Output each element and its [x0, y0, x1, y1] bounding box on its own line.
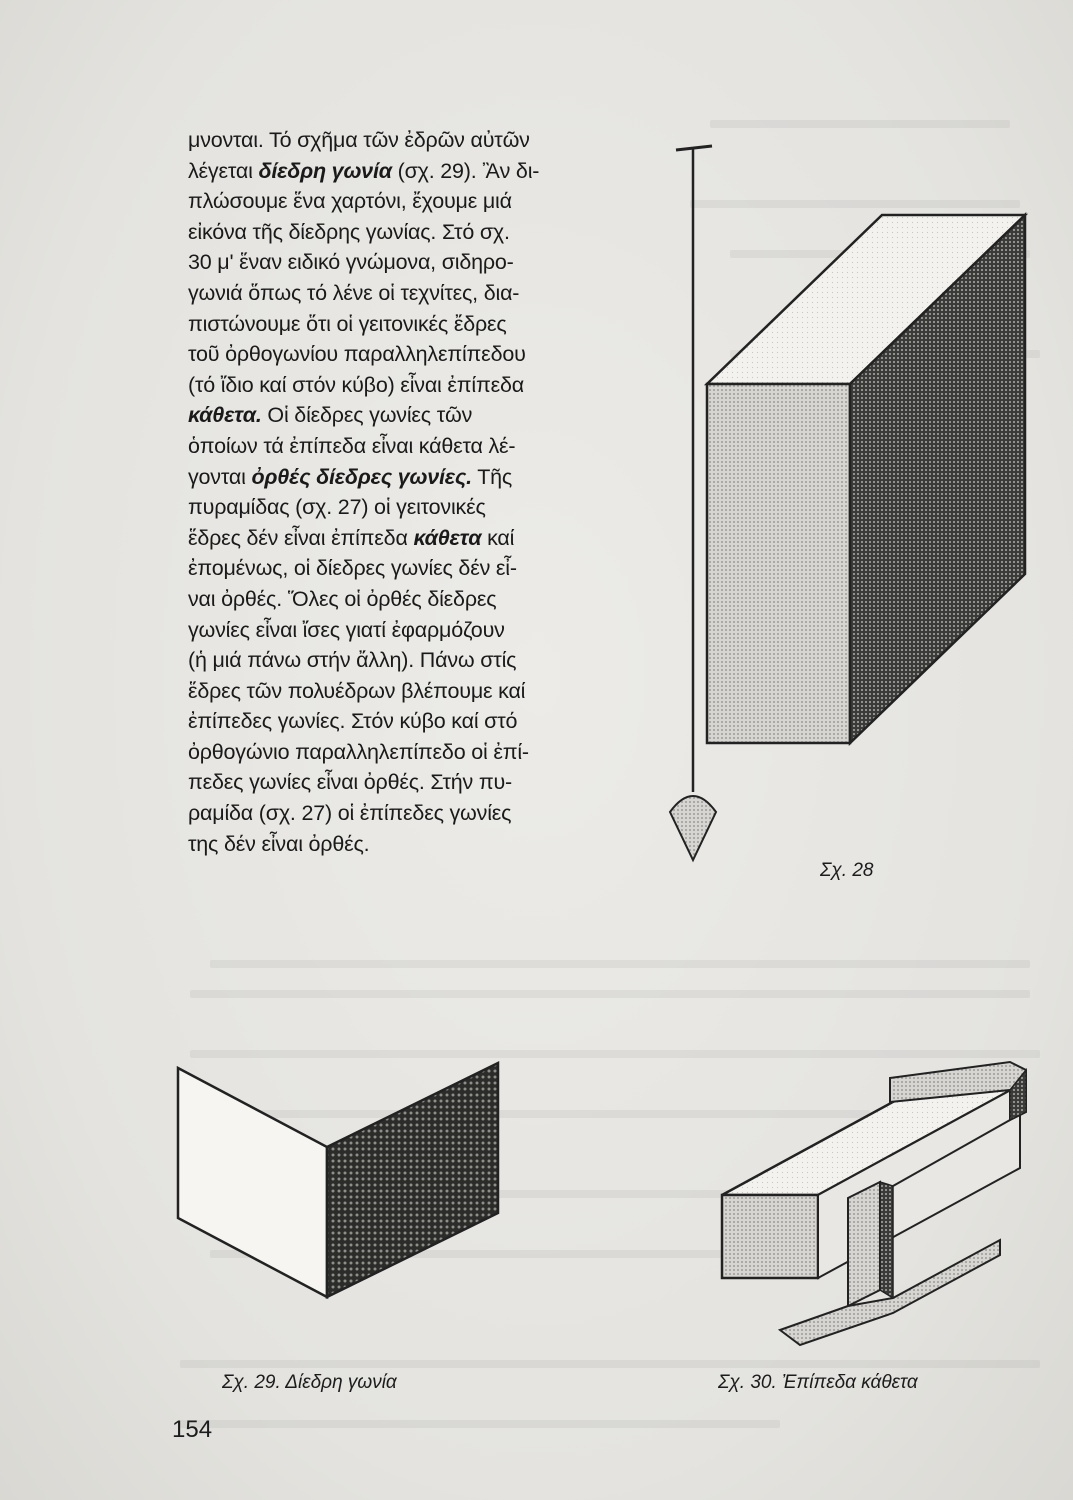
text-line: (ἡ μιά πάνω στήν ἄλλη). Πάνω στίς — [188, 648, 517, 673]
text-line: γωνίες εἶναι ἴσες γιατί ἐφαρμόζουν — [188, 617, 505, 642]
text-line: πεδες γωνίες εἶναι ὀρθές. Στήν πυ- — [188, 770, 513, 795]
text-line: πλώσουμε ἕνα χαρτόνι, ἔχουμε μιά — [188, 189, 512, 214]
text-line: εἰκόνα τῆς δίεδρης γωνίας. Στό σχ. — [188, 219, 510, 244]
text-line: πυραμίδας (σχ. 27) οἱ γειτονικές — [188, 495, 486, 520]
text-line: ὁποίων τά ἐπίπεδα εἶναι κάθετα λέ- — [188, 433, 516, 458]
text-line: κάθετα. Οἱ δίεδρες γωνίες τῶν — [188, 403, 473, 428]
text-line: ραμίδα (σχ. 27) οἱ ἐπίπεδες γωνίες — [188, 801, 512, 826]
fig30-square-vertical-arm — [848, 1182, 880, 1306]
text-line: της δέν εἶναι ὀρθές. — [188, 831, 370, 856]
page-number: 154 — [172, 1416, 213, 1443]
fig30-box-front — [722, 1195, 818, 1278]
text-line: 30 μ' ἕναν ειδικό γνώμονα, σιδηρο- — [188, 250, 514, 275]
figure-28-caption: Σχ. 28 — [820, 860, 874, 881]
term-dihedral-angle: δίεδρη γωνία — [258, 158, 392, 183]
text-line: ὀρθογώνιο παραλληλεπίπεδο οἱ ἐπί- — [188, 739, 529, 764]
text-line: γονται ὀρθές δίεδρες γωνίες. Τῆς — [188, 464, 513, 489]
term-perpendicular: κάθετα — [413, 525, 482, 550]
text-line: ἐπομένως, οἱ δίεδρες γωνίες δέν εἶ- — [188, 556, 517, 581]
text-line: λέγεται δίεδρη γωνία (σχ. 29). Ἂν δι- — [188, 158, 540, 183]
text-line: τοῦ ὀρθογωνίου παραλληλεπίπεδου — [188, 342, 526, 367]
term-perpendicular: κάθετα. — [188, 403, 262, 428]
text-line: (τό ἴδιο καί στόν κύβο) εἶναι ἐπίπεδα — [188, 372, 525, 397]
text-line: μνονται. Τό σχῆμα τῶν ἐδρῶν αὐτῶν — [188, 128, 530, 152]
figure-29-caption: Σχ. 29. Δίεδρη γωνία — [222, 1372, 397, 1393]
text-line: πιστώνουμε ὅτι οἱ γειτονικές ἔδρες — [188, 311, 507, 336]
text-line: γωνιά ὅπως τό λένε οἱ τεχνίτες, δια- — [188, 280, 520, 305]
text-line: ἕδρες τῶν πολυέδρων βλέπουμε καί — [188, 678, 526, 703]
text-line: ἕδρες δέν εἶναι ἐπίπεδα κάθετα καί — [188, 525, 515, 550]
term-right-dihedral: ὀρθές δίεδρες γωνίες. — [251, 464, 472, 489]
figure-30-caption: Σχ. 30. Ἐπίπεδα κάθετα — [718, 1372, 918, 1393]
text-line: ἐπίπεδες γωνίες. Στόν κύβο καί στό — [188, 709, 518, 734]
text-line: ναι ὀρθές. Ὅλες οἱ ὀρθές δίεδρες — [188, 586, 497, 611]
